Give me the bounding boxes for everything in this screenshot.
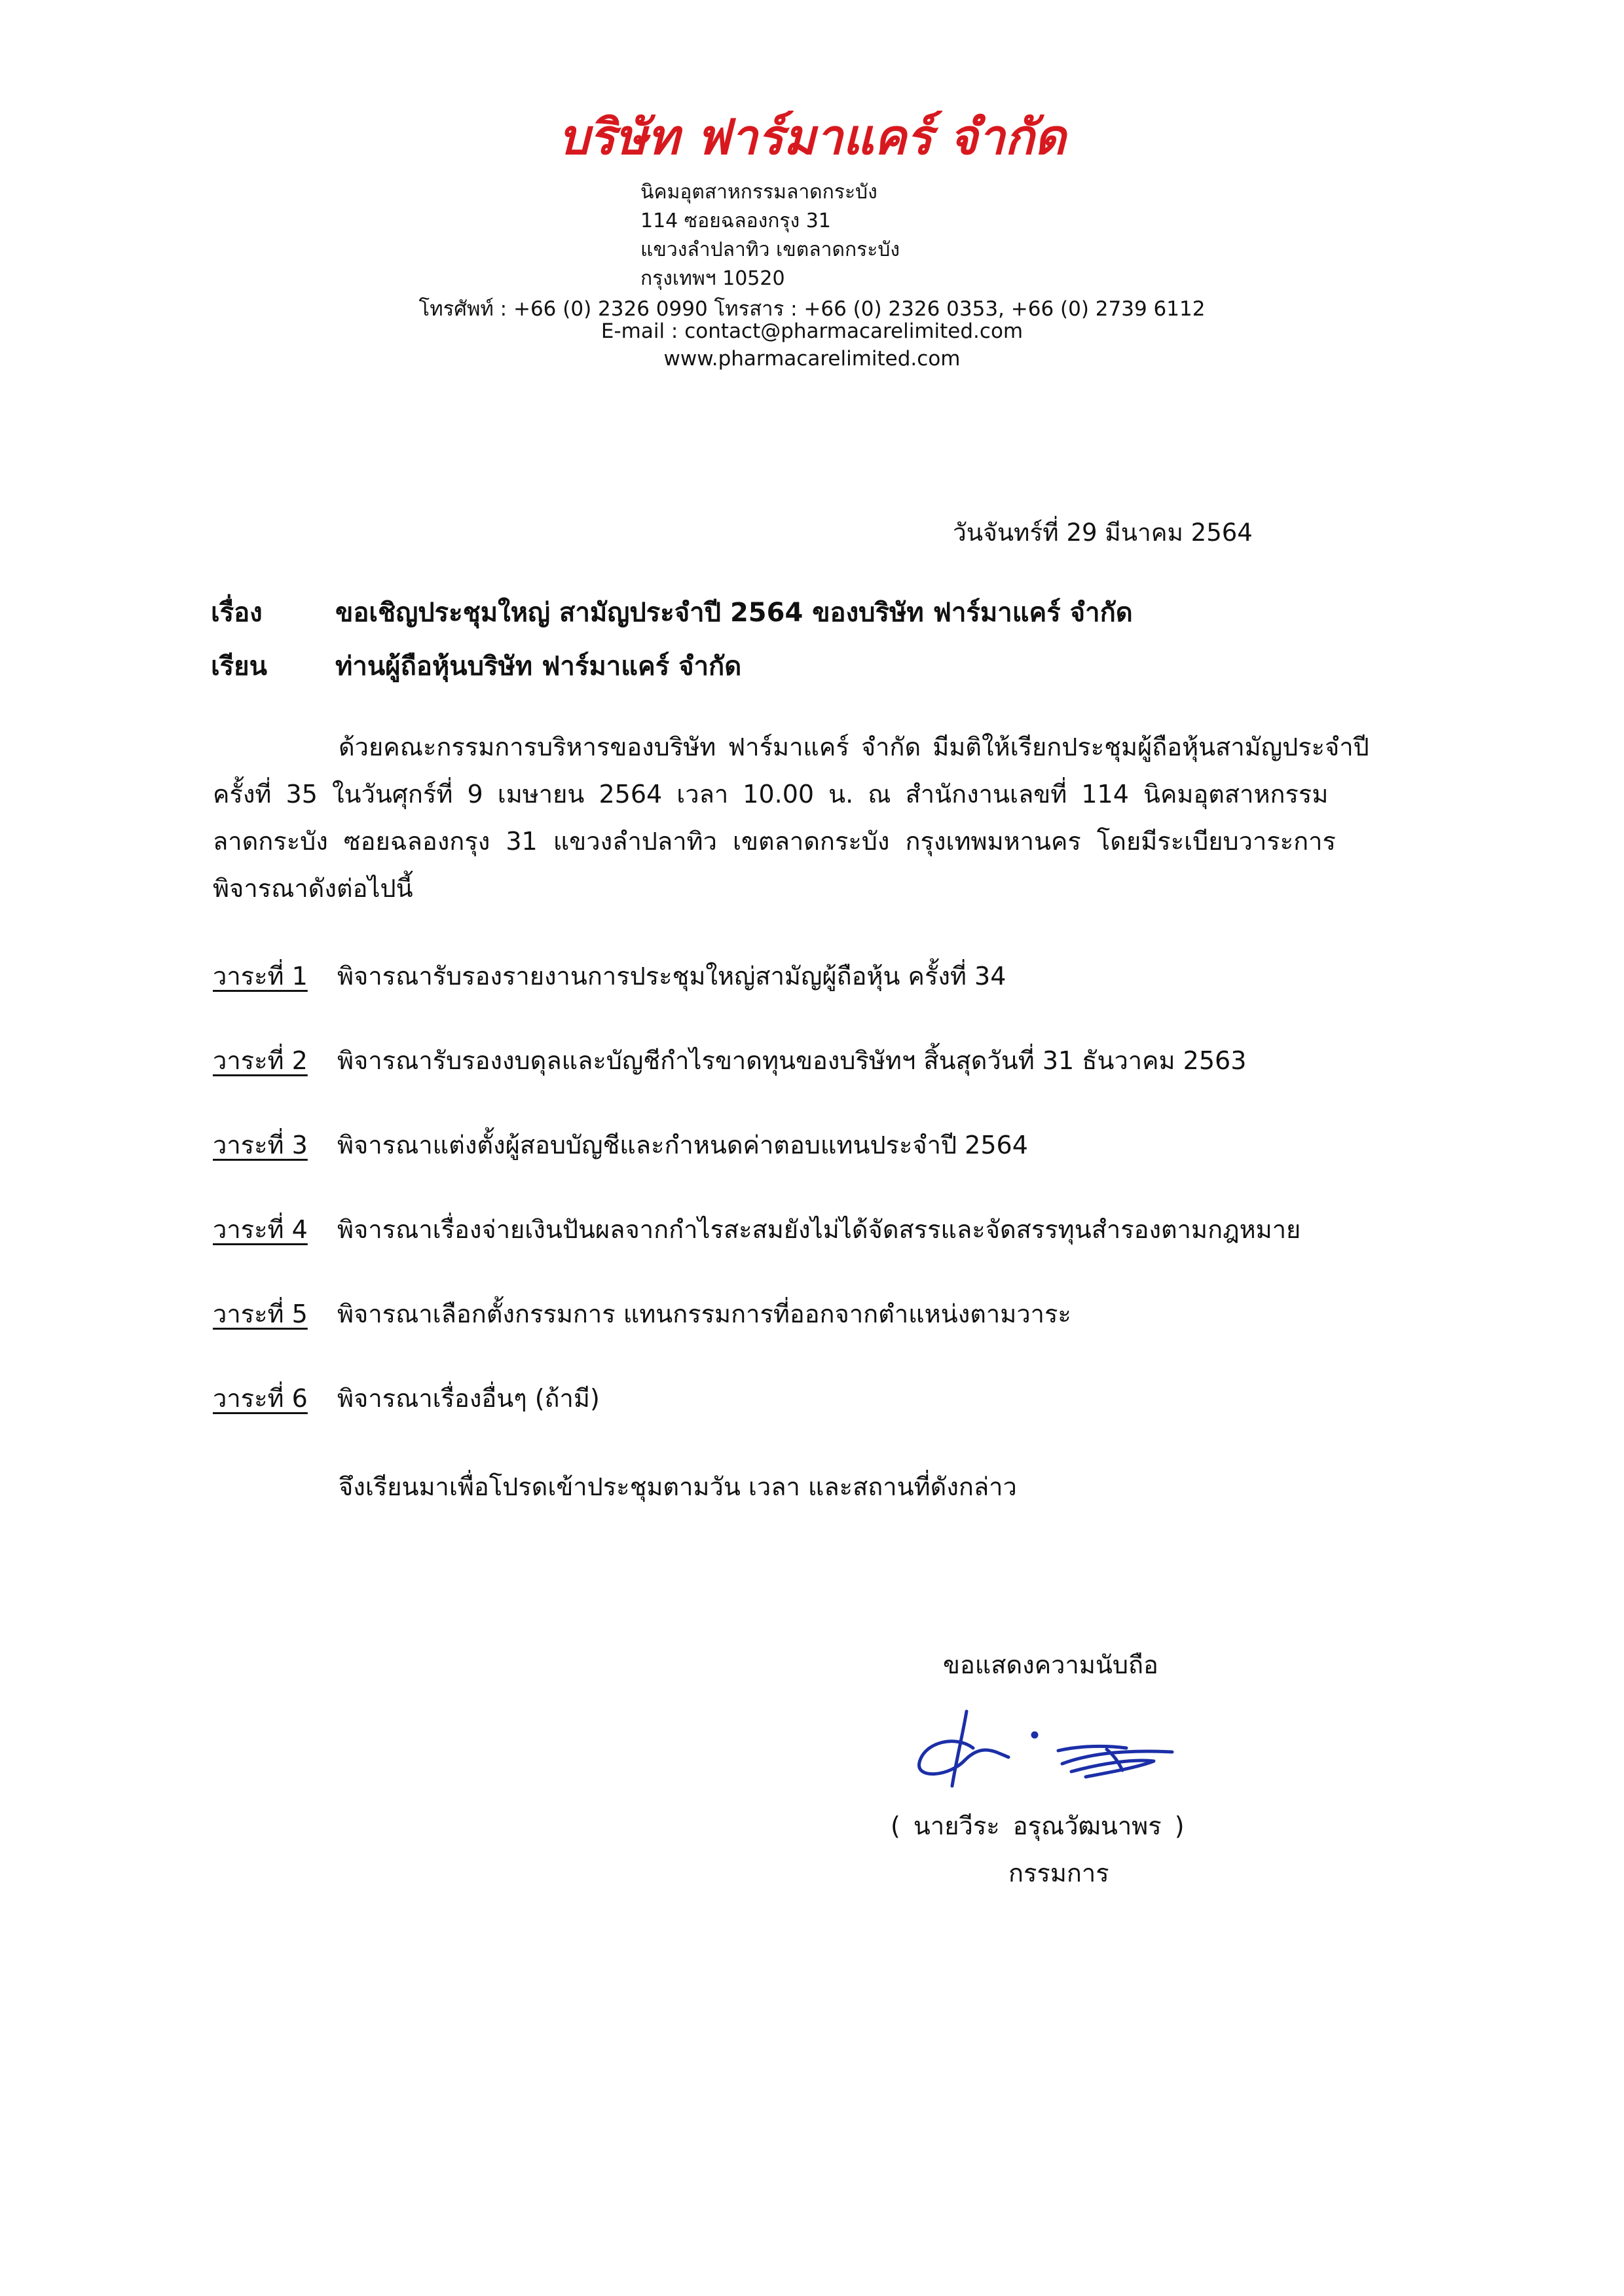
agenda-item <box>213 1378 600 1418</box>
agenda-item <box>213 956 1006 996</box>
agenda-number: วาระที่ 5 <box>213 1300 308 1328</box>
agenda-text: พิจารณารับรองรายงานการประชุมใหญ่สามัญผู้ถือหุ้น ครั้งที่ 34 <box>337 962 1006 991</box>
body-line: ด้วยคณะกรรมการบริหารของบริษัท ฟาร์มาแคร์ จำกัด มีมติให้เรียกประชุมผู้ถือหุ้นสามัญประจำปี <box>339 733 1369 761</box>
agenda-text: พิจารณารับรองงบดุลและบัญชีกำไรขาดทุนของบริษัทฯ สิ้นสุดวันที่ 31 ธันวาคม 2563 <box>337 1046 1247 1075</box>
body-line: ลาดกระบัง ซอยฉลองกรุง 31 แขวงลำปลาทิว เขตลาดกระบัง กรุงเทพมหานคร โดยมีระเบียบวาระการ <box>213 827 1336 856</box>
company-name: บริษัท ฟาร์มาแคร์ จำกัด <box>558 109 1066 166</box>
agenda-item <box>213 1125 1028 1165</box>
letter-date: วันจันทร์ที่ 29 มีนาคม 2564 <box>953 519 1253 547</box>
agenda-item <box>213 1294 1071 1334</box>
address-line: 114 ซอยฉลองกรุง 31 <box>640 210 831 232</box>
signer-name: ( นายวีระ อรุณวัฒนาพร ) <box>891 1812 1185 1840</box>
to-text: ท่านผู้ถือหุ้นบริษัท ฟาร์มาแคร์ จำกัด <box>335 651 742 682</box>
agenda-item <box>213 1040 1246 1080</box>
agenda-text: พิจารณาเรื่องอื่นๆ (ถ้ามี) <box>337 1384 600 1413</box>
subject-text: ขอเชิญประชุมใหญ่ สามัญประจำปี 2564 ของบริษัท ฟาร์มาแคร์ จำกัด <box>335 598 1133 628</box>
agenda-item <box>213 1209 1301 1249</box>
company-address <box>640 178 900 293</box>
agenda-text: พิจารณาเรื่องจ่ายเงินปันผลจากกำไรสะสมยังไม่ได้จัดสรรและจัดสรรทุนสำรองตามกฎหมาย <box>337 1215 1301 1244</box>
website-line: www.pharmacarelimited.com <box>663 347 961 371</box>
to-label: เรียน <box>211 651 267 682</box>
agenda-text: พิจารณาเลือกตั้งกรรมการ แทนกรรมการที่ออกจากตำแหน่งตามวาระ <box>337 1300 1071 1328</box>
agenda-text: พิจารณาแต่งตั้งผู้สอบบัญชีและกำหนดค่าตอบแทนประจำปี 2564 <box>337 1131 1028 1159</box>
respect-closing: ขอแสดงความนับถือ <box>943 1650 1158 1679</box>
address-line: แขวงลำปลาทิว เขตลาดกระบัง <box>640 238 900 261</box>
address-line: กรุงเทพฯ 10520 <box>640 267 785 290</box>
body-line: พิจารณาดังต่อไปนี้ <box>213 874 413 903</box>
agenda-number: วาระที่ 4 <box>213 1215 308 1244</box>
body-paragraph <box>213 723 1369 912</box>
closing-sentence: จึงเรียนมาเพื่อโปรดเข้าประชุมตามวัน เวลา และสถานที่ดังกล่าว <box>339 1472 1017 1501</box>
email-line: E-mail : contact@pharmacarelimited.com <box>600 319 1024 343</box>
address-line: นิคมอุตสาหกรรมลาดกระบัง <box>640 181 877 204</box>
agenda-number: วาระที่ 3 <box>213 1131 308 1159</box>
body-line: ครั้งที่ 35 ในวันศุกร์ที่ 9 เมษายน 2564 เวลา 10.00 น. ณ สำนักงานเลขที่ 114 นิคมอุตสาหกรรม <box>213 780 1329 809</box>
agenda-number: วาระที่ 6 <box>213 1384 308 1413</box>
phone-fax-line: โทรศัพท์ : +66 (0) 2326 0990 โทรสาร : +66 (0) 2326 0353, +66 (0) 2739 6112 <box>418 297 1206 321</box>
signer-title: กรรมการ <box>1008 1859 1109 1887</box>
subject-label: เรื่อง <box>211 598 263 628</box>
handwritten-signature <box>910 1709 1198 1794</box>
agenda-number: วาระที่ 2 <box>213 1046 308 1075</box>
agenda-number: วาระที่ 1 <box>213 962 308 991</box>
